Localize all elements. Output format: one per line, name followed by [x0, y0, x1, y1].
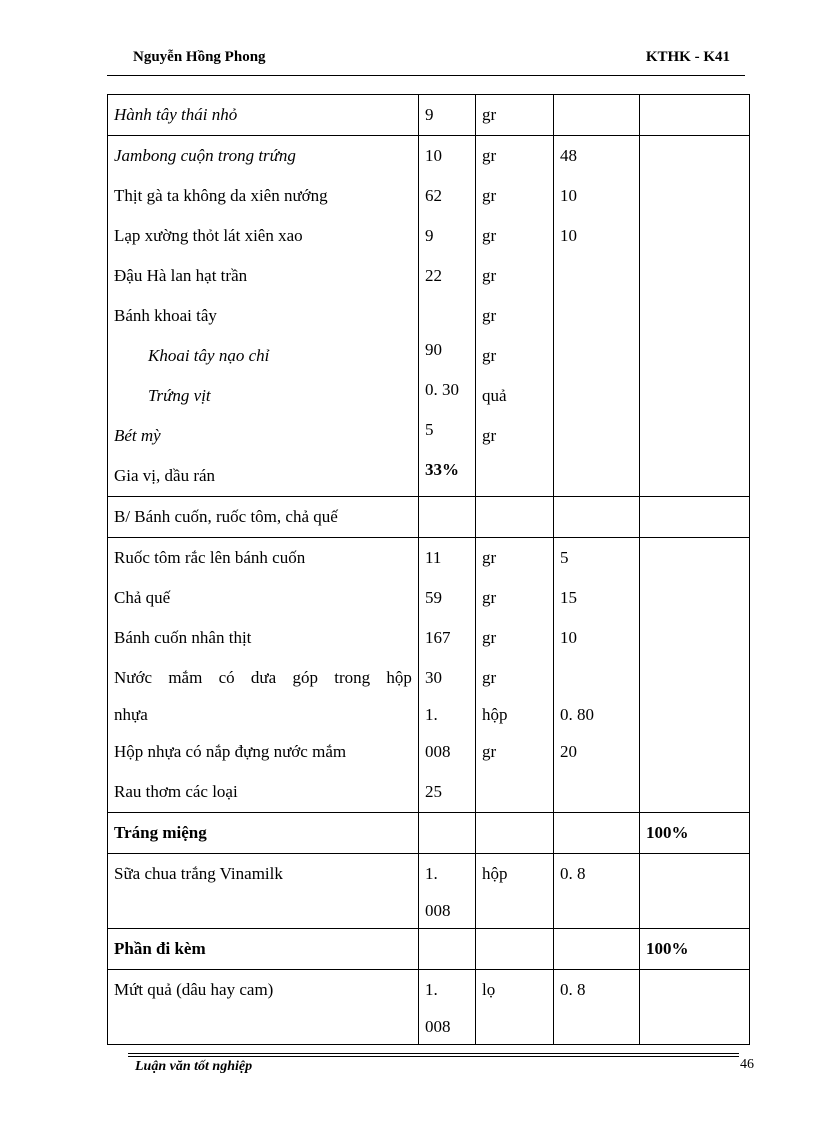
- ingredient-qty: 1.: [425, 705, 438, 724]
- ingredient-name: Bét mỳ: [114, 426, 161, 445]
- ingredient-unit: gr: [482, 266, 497, 285]
- ingredient-name: Hành tây thái nhỏ: [108, 95, 419, 136]
- ingredient-names-cell: [108, 854, 419, 929]
- ingredient-qty: 5: [425, 420, 434, 439]
- ingredient-unit: gr: [476, 95, 554, 136]
- ingredient-name-justified: [114, 658, 412, 698]
- ingredient-qty: 59: [425, 588, 442, 607]
- section-title: B/ Bánh cuốn, ruốc tôm, chả quế: [108, 497, 419, 538]
- ingredient-pct-cell: [640, 538, 750, 813]
- ingredient-name: Thịt gà ta không da xiên nướng: [114, 186, 328, 205]
- ingredient-extra: 10: [560, 186, 577, 205]
- ingredient-name: Mứt quả (dâu hay cam): [114, 980, 274, 999]
- table-row: [108, 95, 750, 136]
- word: trong: [334, 668, 371, 687]
- ingredient-qty-cell: [419, 136, 476, 497]
- ingredient-name-cont: nhựa: [114, 705, 148, 724]
- ingredient-qty: 9: [419, 95, 476, 136]
- word: mắm: [168, 668, 203, 687]
- ingredient-extra-cell: [554, 854, 640, 929]
- ingredient-qty: 30: [425, 668, 442, 687]
- ingredient-unit: gr: [482, 548, 497, 567]
- ingredient-unit: lọ: [482, 980, 496, 999]
- ingredient-extra: 10: [560, 226, 577, 245]
- table-row: [108, 497, 750, 538]
- ingredient-extra: 5: [560, 548, 569, 567]
- ingredient-name: Hộp nhựa có nắp đựng nước mắm: [114, 742, 347, 761]
- ingredient-qty: 9: [425, 226, 434, 245]
- section-pct: 100%: [640, 813, 750, 854]
- ingredient-extra: 20: [560, 742, 577, 761]
- ingredient-name: Jambong cuộn trong trứng: [114, 146, 296, 165]
- ingredient-unit: gr: [482, 628, 497, 647]
- ingredient-qty: 1.: [425, 980, 438, 999]
- ingredient-names-cell: [108, 970, 419, 1045]
- ingredient-qty: 008: [425, 1017, 451, 1036]
- ingredient-qty: 0. 30: [425, 380, 459, 399]
- ingredient-extra: 0. 80: [560, 705, 594, 724]
- ingredient-unit: gr: [482, 306, 497, 325]
- ingredient-extra-cell: [554, 970, 640, 1045]
- ingredient-extra-cell: [554, 136, 640, 497]
- ingredient-name: Đậu Hà lan hạt trần: [114, 266, 248, 285]
- ingredient-qty: 33%: [425, 460, 459, 479]
- ingredient-unit: gr: [482, 146, 497, 165]
- ingredient-unit: gr: [482, 346, 497, 365]
- ingredient-name: Khoai tây nạo chỉ: [148, 346, 270, 365]
- page-number: 46: [740, 1057, 754, 1072]
- ingredient-unit: quả: [482, 386, 507, 405]
- ingredient-unit: hộp: [482, 864, 508, 883]
- ingredient-name: Ruốc tôm rắc lên bánh cuốn: [114, 548, 306, 567]
- ingredient-name: Bánh khoai tây: [114, 306, 217, 325]
- ingredient-names-cell: [108, 136, 419, 497]
- ingredient-name: Trứng vịt: [148, 386, 211, 405]
- word: góp: [292, 668, 318, 687]
- ingredient-qty: 25: [425, 782, 442, 801]
- ingredient-unit: gr: [482, 226, 497, 245]
- ingredient-qty: 1.: [425, 864, 438, 883]
- word: Nước: [114, 668, 153, 687]
- ingredient-unit: gr: [482, 588, 497, 607]
- ingredient-name: Sữa chua trắng Vinamilk: [114, 864, 283, 883]
- table-row: [108, 854, 750, 929]
- ingredient-unit-cell: [476, 538, 554, 813]
- ingredient-names-cell: [108, 538, 419, 813]
- table-row: [108, 136, 750, 497]
- ingredient-qty: 008: [425, 742, 451, 761]
- ingredient-name: Gia vị, dầu rán: [114, 466, 216, 485]
- section-title: Phần đi kèm: [108, 929, 419, 970]
- ingredient-extra: 15: [560, 588, 577, 607]
- ingredient-extra: 0. 8: [560, 980, 586, 999]
- ingredient-qty: 62: [425, 186, 442, 205]
- ingredient-unit: gr: [482, 426, 497, 445]
- table-row: [108, 929, 750, 970]
- ingredients-table: [107, 94, 750, 1045]
- section-title: Tráng miệng: [108, 813, 419, 854]
- ingredient-unit-cell: [476, 970, 554, 1045]
- footer-rule: [128, 1053, 739, 1054]
- footer-title: Luận văn tốt nghiệp: [135, 1059, 253, 1074]
- word: có: [218, 668, 235, 687]
- word: hộp: [386, 668, 412, 687]
- word: dưa: [250, 668, 277, 687]
- ingredient-qty-cell: [419, 538, 476, 813]
- header-class-code: KTHK - K41: [645, 49, 730, 65]
- ingredient-pct-cell: [640, 136, 750, 497]
- ingredient-name: Lạp xường thỏt lát xiên xao: [114, 226, 303, 245]
- ingredient-qty: 10: [425, 146, 442, 165]
- table-row: [108, 970, 750, 1045]
- ingredient-extra-cell: [554, 538, 640, 813]
- table-row: [108, 813, 750, 854]
- ingredient-extra: [554, 95, 640, 136]
- section-pct: 100%: [640, 929, 750, 970]
- ingredient-name: Bánh cuốn nhân thịt: [114, 628, 252, 647]
- ingredient-name: Rau thơm các loại: [114, 782, 238, 801]
- ingredient-unit: gr: [482, 186, 497, 205]
- ingredient-unit: gr: [482, 668, 497, 687]
- ingredient-extra: 10: [560, 628, 577, 647]
- ingredient-extra: 48: [560, 146, 577, 165]
- footer-rule: [128, 1056, 739, 1057]
- ingredient-qty: 167: [425, 628, 451, 647]
- ingredient-unit-cell: [476, 136, 554, 497]
- header-author: Nguyễn Hồng Phong: [133, 49, 266, 65]
- table-row: [108, 538, 750, 813]
- ingredient-pct: [640, 95, 750, 136]
- ingredient-qty: 90: [425, 340, 442, 359]
- ingredient-qty: [425, 296, 469, 330]
- ingredient-qty-cell: [419, 970, 476, 1045]
- ingredient-extra: [560, 658, 633, 698]
- ingredient-unit: hộp: [482, 705, 508, 724]
- ingredient-qty: 008: [425, 901, 451, 920]
- ingredient-qty: 11: [425, 548, 442, 567]
- ingredient-qty-cell: [419, 854, 476, 929]
- header-rule: [107, 75, 745, 76]
- ingredient-unit: gr: [482, 742, 497, 761]
- ingredient-name: Chả quế: [114, 588, 171, 607]
- ingredient-unit-cell: [476, 854, 554, 929]
- ingredient-extra: 0. 8: [560, 864, 586, 883]
- ingredient-qty: 22: [425, 266, 442, 285]
